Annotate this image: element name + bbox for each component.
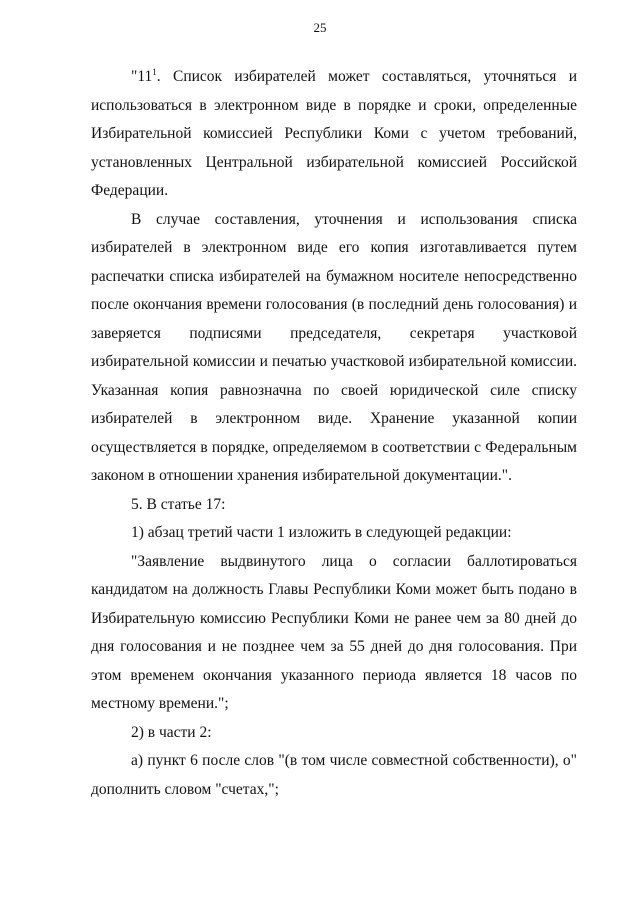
page-number: 25 [313, 20, 327, 35]
article-number: "11 [131, 68, 153, 85]
article-superscript: 1 [152, 66, 157, 77]
paragraph-text: . Список избирателей может составляться, уточняться и использоваться в электронном виде в порядке и сроки, определенные Избирательной комиссией Республики Коми с учетом требований, установленных Центральной избирательной комиссией Российской Федерации. [91, 68, 577, 199]
paragraph-subitem-a: а) пункт 6 после слов "(в том числе совместной собственности), о" дополнить словом "счетах,"; [91, 752, 577, 798]
paragraph-item-2: 2) в части 2: [131, 723, 212, 741]
paragraph-article-11-1 [91, 63, 577, 206]
paragraph-article-17-heading: 5. В статье 17: [131, 495, 226, 513]
paragraph-quoted-statement: "Заявление выдвинутого лица о согласии баллотироваться кандидатом на должность Главы Республики Коми может быть подано в Избирательную комиссию Республики Коми не ранее чем за 80 дней до дня голосования и не позднее чем за 55 дней до дня голосования. При этом временем окончания указанного периода является 18 часов по местному времени."; [91, 552, 577, 712]
document-body [91, 63, 577, 804]
paragraph-item-1: 1) абзац третий части 1 изложить в следующей редакции: [131, 524, 512, 541]
paragraph-electronic-copy: В случае составления, уточнения и использования списка избирателей в электронном виде его копия изготавливается путем распечатки списка избирателей на бумажном носителе непосредственно после окончания времени голосования (в последний день голосования) и заверяется подписями председателя, секретаря участковой избирательной комиссии и печатью участковой избирательной комиссии. Указанная копия равнозначна по своей юридической силе списку избирателей в электронном виде. Хранение указанной копии осуществляется в порядке, определяемом в соответствии с Федеральным законом в отношении хранения избирательной документации.". [91, 210, 577, 484]
